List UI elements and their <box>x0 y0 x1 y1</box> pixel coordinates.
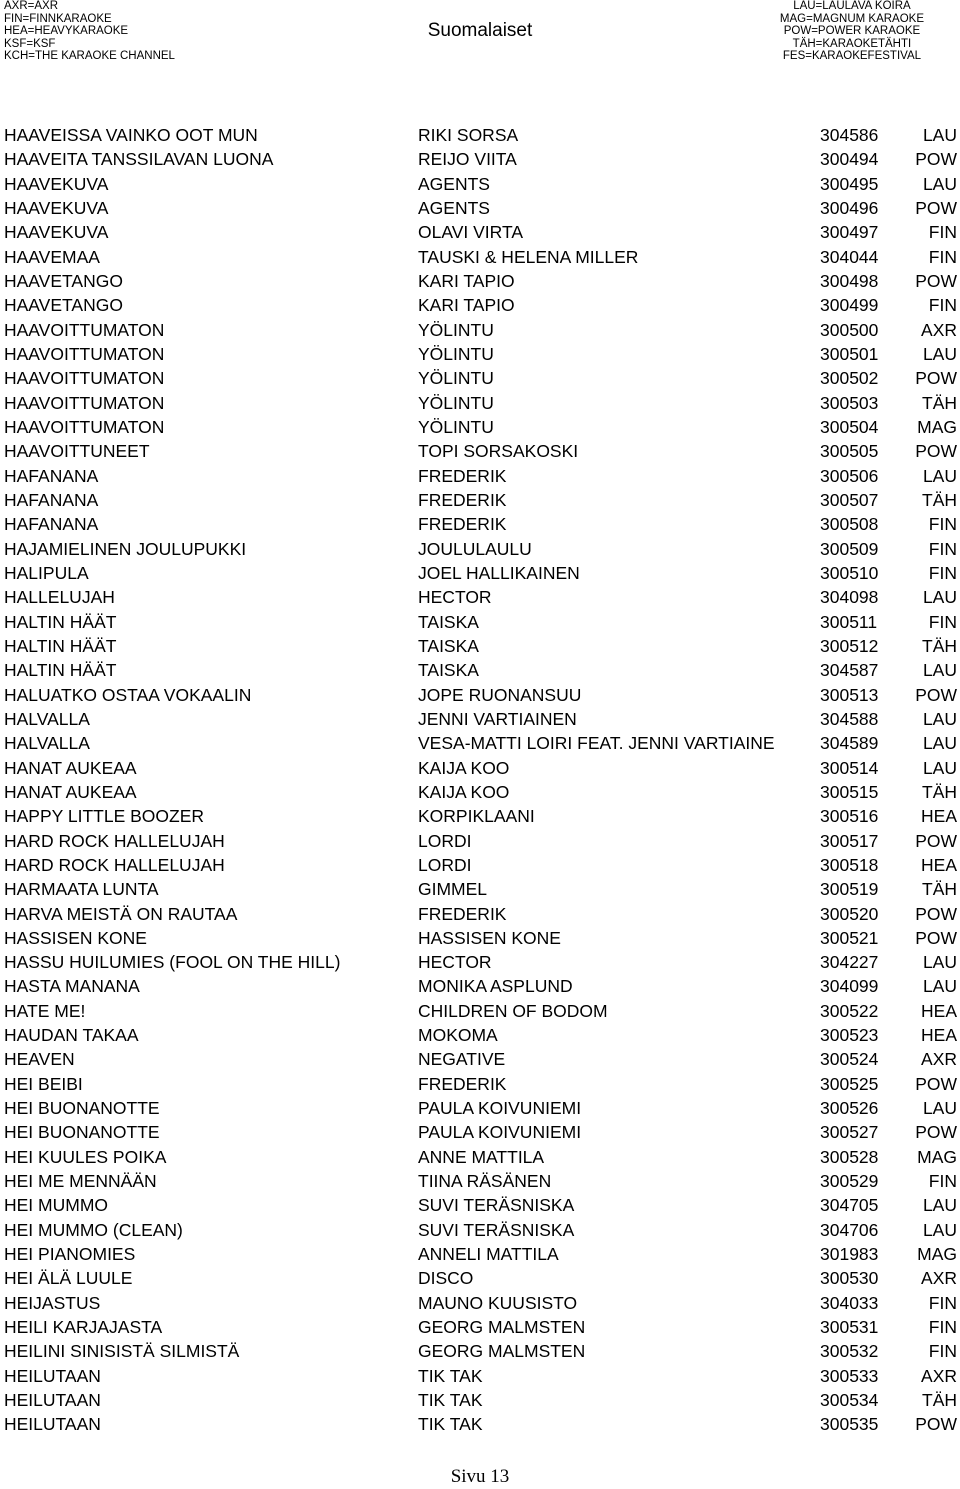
table-row <box>0 342 960 366</box>
song-artist: YÖLINTU <box>418 343 494 364</box>
song-title: HAPPY LITTLE BOOZER <box>4 806 205 827</box>
song-code: AXR <box>921 1365 957 1386</box>
song-title: HEI BEIBI <box>4 1073 83 1094</box>
song-artist: TAUSKI & HELENA MILLER <box>418 246 639 267</box>
song-code: POW <box>915 830 957 851</box>
song-artist: PAULA KOIVUNIEMI <box>418 1098 582 1119</box>
table-row <box>0 1096 960 1120</box>
song-title: HATE ME! <box>4 1000 86 1021</box>
song-artist: TIK TAK <box>418 1365 483 1386</box>
song-title: HAAVOITTUMATON <box>4 319 165 340</box>
table-row <box>0 1388 960 1412</box>
song-title: HAAVOITTUMATON <box>4 392 165 413</box>
song-code: POW <box>915 149 957 170</box>
song-title: HALVALLA <box>4 733 90 754</box>
song-number: 304098 <box>820 587 879 608</box>
song-artist: AGENTS <box>418 173 490 194</box>
song-number: 300518 <box>820 854 879 875</box>
song-artist: OLAVI VIRTA <box>418 222 524 243</box>
song-code: LAU <box>922 1219 957 1240</box>
song-code: TÄH <box>922 392 957 413</box>
song-title: HAUDAN TAKAA <box>4 1025 139 1046</box>
song-number: 300535 <box>820 1414 879 1435</box>
song-title: HAFANANA <box>4 489 99 510</box>
song-number: 304227 <box>820 952 879 973</box>
table-row <box>0 853 960 877</box>
song-artist: JOPE RUONANSUU <box>418 684 582 705</box>
song-code: LAU <box>922 173 957 194</box>
table-row <box>0 415 960 439</box>
song-title: HEI BUONANOTTE <box>4 1122 160 1143</box>
song-code: LAU <box>922 343 957 364</box>
song-number: 300527 <box>820 1122 879 1143</box>
song-number: 304706 <box>820 1219 879 1240</box>
song-title: HASSISEN KONE <box>4 927 147 948</box>
song-artist: KARI TAPIO <box>418 270 515 291</box>
song-code: LAU <box>922 125 957 145</box>
song-artist: JOULULAULU <box>418 538 532 559</box>
page-title: Suomalaiset <box>427 20 533 41</box>
song-code: FIN <box>928 295 957 316</box>
song-artist: TAISKA <box>418 611 479 632</box>
song-artist: ANNELI MATTILA <box>418 1244 559 1265</box>
song-code: HEA <box>921 806 957 827</box>
song-code: POW <box>915 441 957 462</box>
song-artist: YÖLINTU <box>418 319 494 340</box>
song-title: HARD ROCK HALLELUJAH <box>4 854 225 875</box>
song-title: HAAVEKUVA <box>4 222 109 243</box>
song-number: 300516 <box>820 806 879 827</box>
song-title: HAAVEKUVA <box>4 197 109 218</box>
song-title: HANAT AUKEAA <box>4 781 137 802</box>
song-number: 304589 <box>820 733 879 754</box>
song-number: 300517 <box>820 830 879 851</box>
song-code: LAU <box>922 757 957 778</box>
legend-entry: FES=KARAOKEFESTIVAL <box>782 50 922 63</box>
song-number: 300498 <box>820 270 879 291</box>
song-code: AXR <box>921 1049 957 1070</box>
table-row <box>0 1339 960 1363</box>
song-artist: SUVI TERÄSNISKA <box>418 1195 575 1216</box>
song-title: HEILUTAAN <box>4 1365 101 1386</box>
song-title: HAAVEITA TANSSILAVAN LUONA <box>4 149 274 170</box>
song-artist: FREDERIK <box>418 1073 507 1094</box>
song-code: LAU <box>922 587 957 608</box>
song-title: HALLELUJAH <box>4 587 115 608</box>
song-number: 300510 <box>820 562 879 583</box>
song-title: HEILUTAAN <box>4 1390 101 1411</box>
song-title: HEIJASTUS <box>4 1292 101 1313</box>
song-code: POW <box>915 270 957 291</box>
table-row <box>0 439 960 463</box>
legend-entry: AXR=AXR <box>4 0 59 12</box>
table-row <box>0 537 960 561</box>
song-title: HEI KUULES POIKA <box>4 1146 167 1167</box>
table-row <box>0 1266 960 1290</box>
song-code: MAG <box>917 1146 957 1167</box>
table-row <box>0 391 960 415</box>
song-code: MAG <box>917 416 957 437</box>
song-number: 304588 <box>820 708 879 729</box>
table-row <box>0 1120 960 1144</box>
song-code: TÄH <box>922 635 957 656</box>
song-code: POW <box>915 684 957 705</box>
song-title: HAAVOITTUNEET <box>4 441 150 462</box>
table-row <box>0 877 960 901</box>
song-code: AXR <box>921 1268 957 1289</box>
song-title: HAAVOITTUMATON <box>4 368 165 389</box>
song-title: HAAVEKUVA <box>4 173 109 194</box>
table-row <box>0 1023 960 1047</box>
song-number: 300520 <box>820 903 879 924</box>
table-row <box>0 1047 960 1071</box>
table-row <box>0 585 960 609</box>
table-row <box>0 634 960 658</box>
song-title: HALUATKO OSTAA VOKAALIN <box>4 684 252 705</box>
song-code: HEA <box>921 854 957 875</box>
song-number: 300525 <box>820 1073 879 1094</box>
song-artist: ANNE MATTILA <box>418 1146 545 1167</box>
table-row <box>0 999 960 1023</box>
song-code: POW <box>915 1122 957 1143</box>
song-number: 300533 <box>820 1365 879 1386</box>
legend-right <box>780 0 924 63</box>
table-row <box>0 147 960 171</box>
table-row <box>0 464 960 488</box>
song-code: FIN <box>928 1171 957 1192</box>
song-title: HALIPULA <box>4 562 89 583</box>
song-title: HAAVEISSA VAINKO OOT MUN <box>4 125 258 145</box>
table-row <box>0 512 960 536</box>
song-artist: TIINA RÄSÄNEN <box>418 1171 552 1192</box>
song-title: HAAVETANGO <box>4 295 123 316</box>
song-title: HEAVEN <box>4 1049 75 1070</box>
table-row <box>0 1364 960 1388</box>
legend-entry: LAU=LAULAVA KOIRA <box>793 0 911 12</box>
song-number: 300494 <box>820 149 879 170</box>
song-title: HANAT AUKEAA <box>4 757 137 778</box>
table-row <box>0 1169 960 1193</box>
song-artist: YÖLINTU <box>418 368 494 389</box>
song-artist: SUVI TERÄSNISKA <box>418 1219 575 1240</box>
song-artist: MONIKA ASPLUND <box>418 976 573 997</box>
table-row <box>0 318 960 342</box>
legend-entry: FIN=FINNKARAOKE <box>4 12 112 25</box>
song-artist: FREDERIK <box>418 465 507 486</box>
song-number: 300497 <box>820 222 879 243</box>
song-number: 300503 <box>820 392 879 413</box>
song-number: 300532 <box>820 1341 879 1362</box>
song-artist: VESA-MATTI LOIRI FEAT. JENNI VARTIAINE <box>418 733 775 754</box>
table-row <box>0 804 960 828</box>
song-code: FIN <box>928 1292 957 1313</box>
song-number: 300502 <box>820 368 879 389</box>
song-title: HALTIN HÄÄT <box>4 611 117 632</box>
song-code: POW <box>915 903 957 924</box>
legend-entry: MAG=MAGNUM KARAOKE <box>779 12 924 25</box>
song-artist: DISCO <box>418 1268 474 1289</box>
song-artist: FREDERIK <box>418 903 507 924</box>
song-title: HEILI KARJAJASTA <box>4 1317 163 1338</box>
song-number: 300514 <box>820 757 879 778</box>
song-artist: AGENTS <box>418 197 490 218</box>
song-number: 300531 <box>820 1317 879 1338</box>
song-artist: KORPIKLAANI <box>418 806 535 827</box>
song-artist: PAULA KOIVUNIEMI <box>418 1122 582 1143</box>
song-number: 304705 <box>820 1195 879 1216</box>
song-code: HEA <box>921 1025 957 1046</box>
song-title: HAAVOITTUMATON <box>4 416 165 437</box>
song-list <box>0 123 960 1437</box>
song-number: 304099 <box>820 976 879 997</box>
song-number: 300526 <box>820 1098 879 1119</box>
table-row <box>0 731 960 755</box>
page-number: Sivu 13 <box>450 1466 510 1487</box>
song-number: 300528 <box>820 1146 879 1167</box>
song-artist: YÖLINTU <box>418 416 494 437</box>
table-row <box>0 707 960 731</box>
song-title: HASTA MANANA <box>4 976 140 997</box>
song-title: HAFANANA <box>4 465 99 486</box>
song-title: HEI ÄLÄ LUULE <box>4 1268 133 1289</box>
song-artist: YÖLINTU <box>418 392 494 413</box>
song-artist: TAISKA <box>418 635 479 656</box>
song-code: FIN <box>928 611 957 632</box>
song-artist: FREDERIK <box>418 514 507 535</box>
song-number: 300534 <box>820 1390 879 1411</box>
song-code: TÄH <box>922 489 957 510</box>
song-code: LAU <box>922 660 957 681</box>
song-artist: NEGATIVE <box>418 1049 506 1070</box>
song-artist: HASSISEN KONE <box>418 927 561 948</box>
table-row <box>0 902 960 926</box>
table-row <box>0 926 960 950</box>
song-number: 304586 <box>820 125 879 145</box>
song-code: FIN <box>928 1341 957 1362</box>
song-code: LAU <box>922 1195 957 1216</box>
table-row <box>0 950 960 974</box>
song-artist: GEORG MALMSTEN <box>418 1341 586 1362</box>
song-number: 300500 <box>820 319 879 340</box>
song-title: HEI BUONANOTTE <box>4 1098 160 1119</box>
song-code: LAU <box>922 1098 957 1119</box>
table-row <box>0 1242 960 1266</box>
song-code: FIN <box>928 514 957 535</box>
song-number: 300509 <box>820 538 879 559</box>
song-code: AXR <box>921 319 957 340</box>
song-number: 304587 <box>820 660 879 681</box>
song-number: 300505 <box>820 441 879 462</box>
song-code: POW <box>915 368 957 389</box>
song-number: 300512 <box>820 635 879 656</box>
legend-entry: KCH=THE KARAOKE CHANNEL <box>4 50 175 63</box>
song-number: 304033 <box>820 1292 879 1313</box>
legend-entry: POW=POWER KARAOKE <box>783 25 921 38</box>
table-row <box>0 1291 960 1315</box>
song-number: 300522 <box>820 1000 879 1021</box>
legend-entry: KSF=KSF <box>4 37 56 50</box>
song-number: 300529 <box>820 1171 879 1192</box>
song-number: 300496 <box>820 197 879 218</box>
song-code: TÄH <box>922 781 957 802</box>
song-artist: TIK TAK <box>418 1390 483 1411</box>
song-code: LAU <box>922 976 957 997</box>
table-row <box>0 172 960 196</box>
table-row <box>0 366 960 390</box>
song-code: MAG <box>917 1244 957 1265</box>
song-title: HALTIN HÄÄT <box>4 660 117 681</box>
table-row <box>0 658 960 682</box>
song-number: 301983 <box>820 1244 879 1265</box>
song-title: HEILINI SINISISTÄ SILMISTÄ <box>4 1341 240 1362</box>
song-code: LAU <box>922 733 957 754</box>
song-artist: REIJO VIITA <box>418 149 517 170</box>
song-code: POW <box>915 197 957 218</box>
table-row <box>0 1218 960 1242</box>
song-number: 300501 <box>820 343 879 364</box>
song-title: HARVA MEISTÄ ON RAUTAA <box>4 903 238 924</box>
song-number: 300507 <box>820 489 879 510</box>
table-row <box>0 780 960 804</box>
song-title: HEI ME MENNÄÄN <box>4 1171 157 1192</box>
song-number: 304044 <box>820 246 879 267</box>
song-title: HEI MUMMO <box>4 1195 109 1216</box>
song-artist: LORDI <box>418 854 472 875</box>
table-row <box>0 196 960 220</box>
table-row <box>0 756 960 780</box>
song-title: HEI PIANOMIES <box>4 1244 136 1265</box>
song-artist: MOKOMA <box>418 1025 498 1046</box>
song-code: POW <box>915 1073 957 1094</box>
song-code: FIN <box>928 538 957 559</box>
table-row <box>0 1145 960 1169</box>
legend-entry: HEA=HEAVYKARAOKE <box>4 25 129 38</box>
song-artist: TIK TAK <box>418 1414 483 1435</box>
song-title: HAFANANA <box>4 514 99 535</box>
song-artist: TAISKA <box>418 660 479 681</box>
song-artist: GEORG MALMSTEN <box>418 1317 586 1338</box>
song-title: HARMAATA LUNTA <box>4 879 159 900</box>
song-title: HALVALLA <box>4 708 90 729</box>
song-code: TÄH <box>922 879 957 900</box>
song-code: LAU <box>922 952 957 973</box>
table-row <box>0 829 960 853</box>
song-artist: CHILDREN OF BODOM <box>418 1000 608 1021</box>
song-artist: JOEL HALLIKAINEN <box>418 562 580 583</box>
table-row <box>0 1315 960 1339</box>
song-title: HEILUTAAN <box>4 1414 101 1435</box>
song-code: TÄH <box>922 1390 957 1411</box>
song-code: LAU <box>922 708 957 729</box>
song-title: HAAVOITTUMATON <box>4 343 165 364</box>
song-code: POW <box>915 1414 957 1435</box>
table-row <box>0 1193 960 1217</box>
table-row <box>0 561 960 585</box>
song-code: FIN <box>928 562 957 583</box>
table-row <box>0 123 960 147</box>
table-row <box>0 293 960 317</box>
song-number: 300504 <box>820 416 879 437</box>
song-number: 300513 <box>820 684 879 705</box>
song-code: FIN <box>928 222 957 243</box>
table-row <box>0 245 960 269</box>
song-artist: RIKI SORSA <box>418 125 519 145</box>
song-artist: KARI TAPIO <box>418 295 515 316</box>
song-title: HAJAMIELINEN JOULUPUKKI <box>4 538 247 559</box>
table-row <box>0 974 960 998</box>
song-number: 300515 <box>820 781 879 802</box>
song-title: HALTIN HÄÄT <box>4 635 117 656</box>
table-row <box>0 1072 960 1096</box>
table-row <box>0 220 960 244</box>
song-artist: HECTOR <box>418 587 492 608</box>
legend-entry: TÄH=KARAOKETÄHTI <box>792 37 912 50</box>
song-code: FIN <box>928 246 957 267</box>
song-artist: KAIJA KOO <box>418 757 510 778</box>
song-number: 300519 <box>820 879 879 900</box>
song-artist: TOPI SORSAKOSKI <box>418 441 579 462</box>
song-number: 300524 <box>820 1049 879 1070</box>
song-title: HAAVEMAA <box>4 246 100 267</box>
table-row <box>0 269 960 293</box>
song-number: 300530 <box>820 1268 879 1289</box>
table-row <box>0 610 960 634</box>
song-artist: MAUNO KUUSISTO <box>418 1292 578 1313</box>
song-title: HEI MUMMO (CLEAN) <box>4 1219 183 1240</box>
table-row <box>0 488 960 512</box>
song-code: POW <box>915 927 957 948</box>
song-artist: HECTOR <box>418 952 492 973</box>
song-number: 300521 <box>820 927 879 948</box>
song-title: HAAVETANGO <box>4 270 123 291</box>
song-artist: LORDI <box>418 830 472 851</box>
song-number: 300506 <box>820 465 879 486</box>
song-artist: FREDERIK <box>418 489 507 510</box>
song-number: 300511 <box>820 611 878 632</box>
table-row <box>0 1412 960 1436</box>
song-title: HARD ROCK HALLELUJAH <box>4 830 225 851</box>
song-artist: JENNI VARTIAINEN <box>418 708 577 729</box>
song-number: 300523 <box>820 1025 879 1046</box>
song-number: 300508 <box>820 514 879 535</box>
song-number: 300495 <box>820 173 879 194</box>
song-title: HASSU HUILUMIES (FOOL ON THE HILL) <box>4 952 341 973</box>
table-row <box>0 683 960 707</box>
song-code: FIN <box>928 1317 957 1338</box>
song-artist: GIMMEL <box>418 879 488 900</box>
song-number: 300499 <box>820 295 879 316</box>
song-code: LAU <box>922 465 957 486</box>
song-code: HEA <box>921 1000 957 1021</box>
song-artist: KAIJA KOO <box>418 781 510 802</box>
